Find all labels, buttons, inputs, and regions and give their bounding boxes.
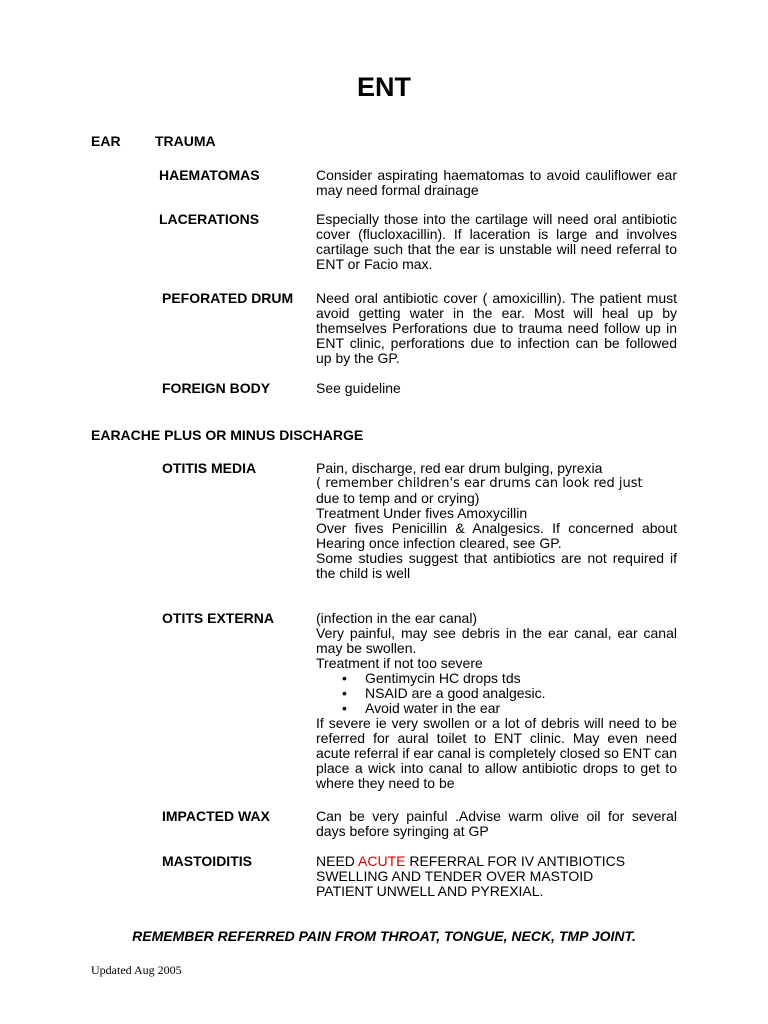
ear-heading: EAR [91, 133, 121, 149]
mastoiditis-acute: ACUTE [358, 853, 406, 869]
mastoiditis-line-3: PATIENT UNWELL AND PYREXIAL. [316, 883, 544, 899]
otitis-media-line-4: Treatment Under fives Amoxycillin [316, 505, 528, 521]
desc-mastoiditis [316, 854, 677, 899]
footer-updated: Updated Aug 2005 [91, 963, 182, 977]
page-title: ENT [357, 72, 411, 102]
desc-haematomas: Consider aspirating haematomas to avoid cauliflower ear may need formal drainage [316, 167, 677, 198]
mastoiditis-need: NEED [316, 853, 359, 869]
term-foreign-body: FOREIGN BODY [162, 380, 271, 396]
otitis-media-line-1: Pain, discharge, red ear drum bulging, pyrexia [316, 460, 603, 476]
bullet-item [316, 701, 677, 716]
term-impacted-wax: IMPACTED WAX [162, 808, 270, 824]
earache-heading: EARACHE PLUS OR MINUS DISCHARGE [91, 427, 364, 443]
bullet-icon: • [342, 670, 347, 686]
otitis-media-para: Over fives Penicillin & Analgesics. If concerned about Hearing once infection cleared, see GP. [316, 520, 677, 551]
desc-perforated-drum: Need oral antibiotic cover ( amoxicillin). The patient must avoid getting water in the ear. Most will heal up by themselves Perforations due to trauma need follow up in ENT clinic, perforations due to infection can be followed up by the GP. [316, 290, 677, 366]
otitis-media-line-3: due to temp and or crying) [316, 490, 480, 506]
trauma-heading: TRAUMA [155, 133, 216, 149]
desc-foreign-body: See guideline [316, 380, 401, 396]
bullet-icon: • [342, 685, 347, 701]
term-haematomas: HAEMATOMAS [159, 167, 260, 183]
desc-otitis-media [316, 461, 677, 581]
otitis-media-para-2: Some studies suggest that antibiotics are not required if the child is well [316, 550, 677, 581]
mastoiditis-line-1 [316, 854, 677, 869]
desc-otitis-externa [316, 611, 677, 791]
otitis-externa-para-2: If severe ie very swollen or a lot of debris will need to be referred for aural toilet to ENT clinic. May even need acute referral if ear canal is completely closed so ENT can place a wick into canal to allow antibiotic drops to get to where they need to be [316, 715, 677, 791]
term-otitis-externa: OTITS EXTERNA [162, 610, 275, 626]
term-perforated-drum: PEFORATED DRUM [162, 290, 294, 306]
bullet-icon: • [342, 700, 347, 716]
bullet-text: Avoid water in the ear [365, 700, 501, 716]
mastoiditis-referral: REFERRAL FOR IV ANTIBIOTICS [405, 853, 626, 869]
bullet-item [316, 671, 677, 686]
term-mastoiditis: MASTOIDITIS [162, 853, 252, 869]
bullet-text: Gentimycin HC drops tds [365, 670, 521, 686]
remember-note: REMEMBER REFERRED PAIN FROM THROAT, TONGUE, NECK, TMP JOINT. [132, 928, 636, 944]
mastoiditis-line-2: SWELLING AND TENDER OVER MASTOID [316, 868, 594, 884]
otitis-externa-line-2: Treatment if not too severe [316, 655, 483, 671]
term-otitis-media: OTITIS MEDIA [162, 460, 257, 476]
desc-impacted-wax: Can be very painful .Advise warm olive oil for several days before syringing at GP [316, 808, 677, 839]
otitis-media-line-2: ( remember children's ear drums can look red just [316, 476, 643, 491]
otitis-externa-para: Very painful, may see debris in the ear canal, ear canal may be swollen. [316, 625, 677, 656]
bullet-text: NSAID are a good analgesic. [365, 685, 546, 701]
otitis-externa-bullets [316, 671, 677, 716]
otitis-externa-line-1: (infection in the ear canal) [316, 610, 478, 626]
bullet-item [316, 686, 677, 701]
desc-lacerations: Especially those into the cartilage will need oral antibiotic cover (flucloxacillin). If laceration is large and involves cartilage such that the ear is unstable will need referral to ENT or Facio max. [316, 211, 677, 272]
term-lacerations: LACERATIONS [159, 211, 260, 227]
